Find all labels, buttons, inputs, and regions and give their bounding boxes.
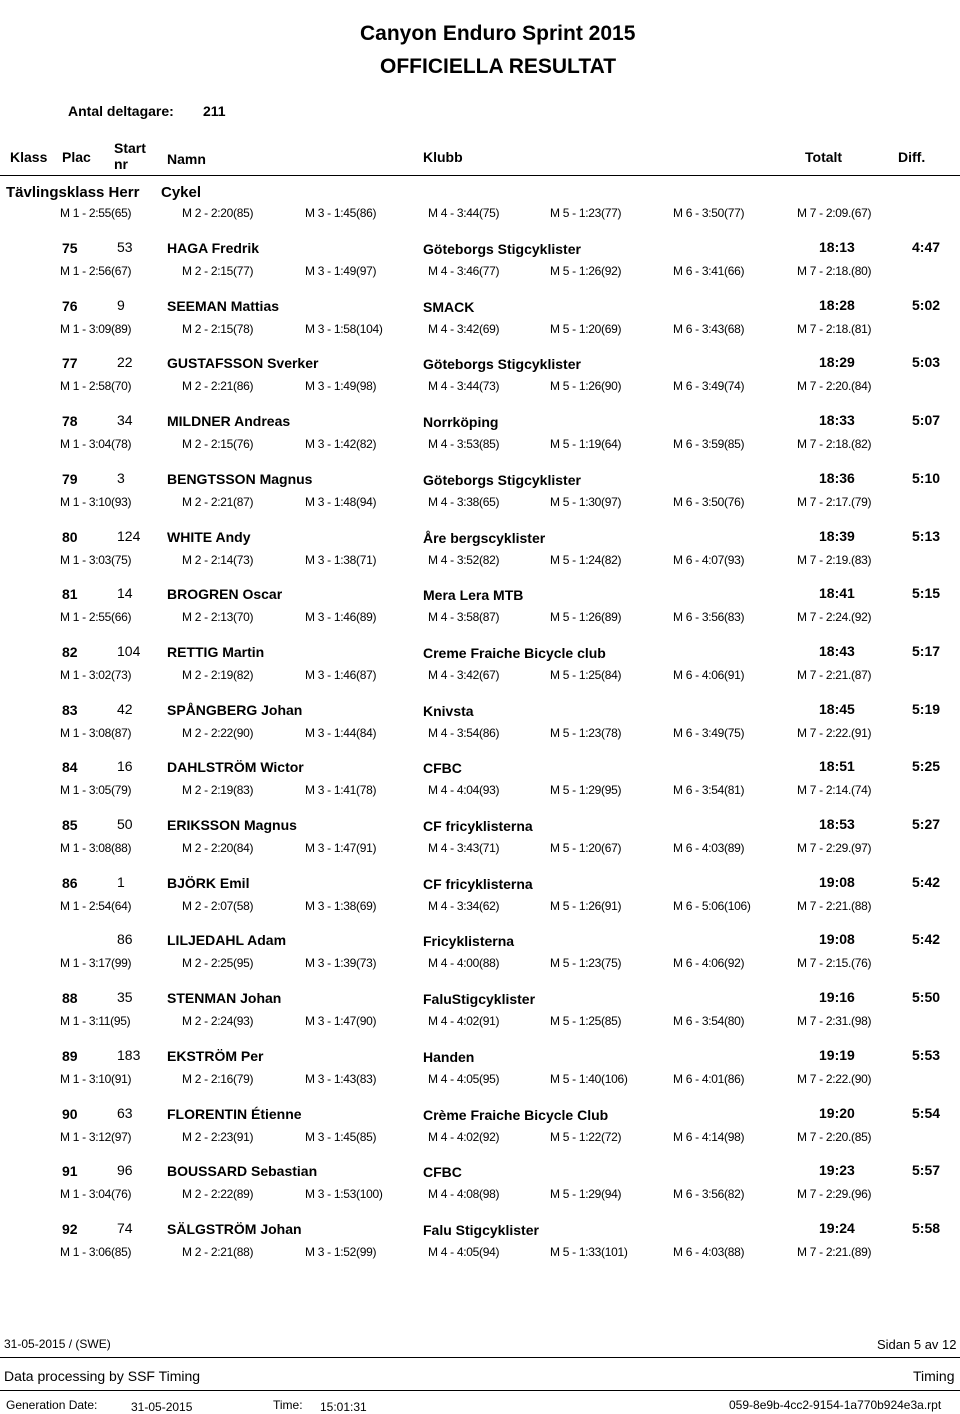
split-time: M 2 - 2:20(85) [182,206,254,220]
split-time: M 2 - 2:22(90) [182,725,254,740]
rider-name: GUSTAFSSON Sverker [167,355,319,372]
split-time: M 2 - 2:13(70) [182,610,254,625]
report-title: Canyon Enduro Sprint 2015 [360,22,636,45]
split-time: M 1 - 3:12(97) [60,1129,132,1144]
split-time: M 4 - 3:38(65) [428,494,500,509]
split-time: M 3 - 1:38(71) [305,552,377,567]
total-time: 19:24 [819,1219,855,1236]
start-number: 1 [117,873,125,890]
split-time: M 2 - 2:15(76) [182,437,254,452]
col-start-nr: nr [114,156,128,172]
split-time: M 1 - 3:10(91) [60,1071,132,1086]
split-time: M 1 - 3:08(88) [60,841,132,855]
rider-name: LILJEDAHL Adam [167,932,287,949]
split-time: M 5 - 1:30(97) [550,494,622,509]
rider-name: BJÖRK Emil [167,874,250,891]
split-time: M 7 - 2:15.(76) [797,956,872,971]
total-time: 18:13 [819,239,855,255]
time-diff: 5:42 [912,931,941,948]
split-time: M 7 - 2:17.(79) [797,494,872,509]
placement: 90 [62,1105,78,1122]
split-time: M 6 - 3:50(77) [673,206,745,220]
footer-timing: Timing [913,1368,955,1384]
total-time: 19:20 [819,1104,855,1121]
split-time: M 2 - 2:25(95) [182,956,254,971]
split-time: M 6 - 3:49(74) [673,379,745,394]
placement: 77 [62,355,78,372]
club-name: FaluStigcyklister [423,991,536,1008]
split-time: M 4 - 4:02(91) [428,1014,500,1029]
split-time: M 7 - 2:29.(97) [797,841,872,855]
split-time: M 3 - 1:49(98) [305,379,377,394]
split-time: M 5 - 1:25(85) [550,1014,622,1029]
split-time: M 4 - 3:46(77) [428,264,500,278]
split-time: M 7 - 2:20.(84) [797,379,872,394]
split-time: M 5 - 1:19(64) [550,437,622,452]
total-time: 18:45 [819,700,855,717]
placement: 78 [62,413,78,430]
start-number: 50 [117,816,133,832]
footer-generation-label: Generation Date: [6,1398,98,1412]
split-time: M 5 - 1:26(89) [550,610,622,625]
split-time: M 1 - 3:09(89) [60,321,132,336]
time-diff: 5:53 [912,1046,941,1063]
time-diff: 5:57 [912,1162,941,1179]
rider-name: BENGTSSON Magnus [167,470,313,487]
total-time: 18:29 [819,354,855,371]
club-name: Göteborgs Stigcyklister [423,241,581,257]
split-time: M 1 - 3:02(73) [60,667,132,682]
split-time: M 1 - 3:10(93) [60,494,132,509]
footer-generation-date: 31-05-2015 [131,1400,193,1414]
footer-divider-bottom [0,1390,960,1391]
footer-data-processing: Data processing by SSF Timing [4,1368,201,1384]
participants-value: 211 [203,103,226,119]
footer-report-file: 059-8e9b-4cc2-9154-1a770b924e3a.rpt [729,1398,942,1412]
time-diff: 5:54 [912,1104,941,1121]
split-time: M 1 - 3:04(78) [60,437,132,452]
split-time: M 5 - 1:33(101) [550,1244,628,1259]
rider-name: SÄLGSTRÖM Johan [167,1220,302,1237]
club-name: CFBC [423,1164,462,1181]
split-time: M 2 - 2:21(88) [182,1244,254,1259]
split-time: M 3 - 1:49(97) [305,264,377,278]
split-time: M 2 - 2:07(58) [182,898,254,913]
split-time: M 3 - 1:38(69) [305,898,377,913]
split-time: M 7 - 2:14.(74) [797,783,872,798]
club-name: Mera Lera MTB [423,587,524,604]
time-diff: 5:25 [912,758,941,775]
category-cykel: Cykel [161,184,202,201]
start-number: 104 [117,642,141,659]
split-time: M 2 - 2:14(73) [182,552,254,567]
placement: 92 [62,1220,78,1237]
club-name: Crème Fraiche Bicycle Club [423,1106,609,1123]
split-time: M 3 - 1:47(91) [305,841,377,855]
split-time: M 7 - 2:09.(67) [797,206,872,220]
split-time: M 6 - 3:56(82) [673,1187,745,1202]
placement: 85 [62,817,78,833]
start-number: 74 [117,1219,133,1236]
split-time: M 6 - 3:54(80) [673,1014,745,1029]
split-time: M 3 - 1:48(94) [305,494,377,509]
club-name: Knivsta [423,702,474,719]
total-time: 18:51 [819,758,855,775]
split-time: M 3 - 1:45(85) [305,1129,377,1144]
split-time: M 2 - 2:23(91) [182,1129,254,1144]
split-time: M 5 - 1:29(94) [550,1187,622,1202]
split-time: M 6 - 5:06(106) [673,898,751,913]
split-time: M 1 - 2:55(66) [60,610,132,625]
split-time: M 3 - 1:43(83) [305,1071,377,1086]
start-number: 9 [117,296,125,313]
split-time: M 6 - 3:41(66) [673,264,745,278]
split-time: M 3 - 1:58(104) [305,321,383,336]
split-time: M 5 - 1:23(78) [550,725,622,740]
split-time: M 1 - 3:08(87) [60,725,132,740]
split-time: M 5 - 1:23(75) [550,956,622,971]
time-diff: 5:50 [912,989,941,1006]
club-name: Norrköping [423,414,499,431]
start-number: 16 [117,758,133,775]
split-time: M 2 - 2:15(77) [182,264,254,278]
col-klubb: Klubb [423,149,463,165]
split-time: M 3 - 1:53(100) [305,1187,383,1202]
split-time: M 6 - 3:49(75) [673,725,745,740]
total-time: 18:36 [819,469,855,486]
split-time: M 6 - 4:06(92) [673,956,745,971]
placement: 76 [62,297,78,314]
start-number: 42 [117,700,133,717]
rider-name: FLORENTIN Étienne [167,1105,302,1122]
placement: 75 [62,240,78,256]
split-time: M 4 - 3:58(87) [428,610,500,625]
club-name: Falu Stigcyklister [423,1221,539,1238]
split-time: M 3 - 1:52(99) [305,1244,377,1259]
col-plac: Plac [62,149,91,165]
split-time: M 5 - 1:40(106) [550,1071,628,1086]
placement: 91 [62,1163,78,1180]
split-time: M 2 - 2:19(82) [182,667,254,682]
header-divider [0,175,960,176]
split-time: M 7 - 2:31.(98) [797,1014,872,1029]
split-time: M 7 - 2:24.(92) [797,610,872,625]
footer-date-region: 31-05-2015 / (SWE) [4,1337,111,1351]
rider-name: SEEMAN Mattias [167,297,280,314]
total-time: 18:41 [819,585,855,602]
rider-name: BOUSSARD Sebastian [167,1163,318,1180]
split-time: M 3 - 1:42(82) [305,437,377,452]
time-diff: 5:07 [912,412,941,429]
split-time: M 1 - 3:17(99) [60,956,132,971]
split-time: M 2 - 2:16(79) [182,1071,254,1086]
split-time: M 7 - 2:19.(83) [797,552,872,567]
split-time: M 4 - 3:54(86) [428,725,500,740]
col-klass: Klass [10,149,48,165]
rider-name: ERIKSSON Magnus [167,817,297,833]
club-name: Åre bergscyklister [423,529,546,546]
split-time: M 1 - 3:06(85) [60,1244,132,1259]
club-name: Göteborgs Stigcyklister [423,471,581,488]
split-time: M 6 - 4:01(86) [673,1071,745,1086]
col-start: Start [114,140,146,156]
total-time: 19:19 [819,1046,855,1063]
time-diff: 5:58 [912,1219,941,1236]
time-diff: 5:19 [912,700,941,717]
split-time: M 7 - 2:18.(82) [797,437,872,452]
split-time: M 1 - 2:56(67) [60,264,132,278]
split-time: M 2 - 2:21(86) [182,379,254,394]
time-diff: 5:02 [912,296,941,313]
footer-divider-top [0,1357,960,1358]
split-time: M 6 - 3:59(85) [673,437,745,452]
split-time: M 4 - 3:52(82) [428,552,500,567]
category-label: Tävlingsklass Herr [6,184,140,201]
time-diff: 4:47 [912,239,941,255]
split-time: M 2 - 2:15(78) [182,321,254,336]
split-time: M 6 - 3:50(76) [673,494,745,509]
split-time: M 4 - 4:02(92) [428,1129,500,1144]
split-time: M 6 - 3:43(68) [673,321,745,336]
split-time: M 6 - 4:14(98) [673,1129,745,1144]
time-diff: 5:15 [912,585,941,602]
total-time: 18:33 [819,412,855,429]
start-number: 63 [117,1104,133,1121]
total-time: 19:08 [819,873,855,890]
club-name: Fricyklisterna [423,933,515,950]
split-time: M 4 - 4:05(94) [428,1244,500,1259]
split-time: M 5 - 1:22(72) [550,1129,622,1144]
split-time: M 3 - 1:46(87) [305,667,377,682]
split-time: M 5 - 1:26(90) [550,379,622,394]
split-time: M 7 - 2:21.(89) [797,1244,872,1259]
start-number: 53 [117,239,133,255]
rider-name: SPÅNGBERG Johan [167,701,303,718]
split-time: M 7 - 2:22.(90) [797,1071,872,1086]
time-diff: 5:13 [912,527,941,544]
split-time: M 5 - 1:23(77) [550,206,622,220]
split-time: M 5 - 1:29(95) [550,783,622,798]
split-time: M 4 - 3:34(62) [428,898,500,913]
split-time: M 5 - 1:26(91) [550,898,622,913]
total-time: 19:23 [819,1162,855,1179]
rider-name: WHITE Andy [167,528,251,545]
rider-name: EKSTRÖM Per [167,1047,264,1064]
club-name: CFBC [423,760,462,777]
start-number: 34 [117,412,133,429]
split-time: M 2 - 2:21(87) [182,494,254,509]
total-time: 18:43 [819,642,855,659]
split-time: M 4 - 3:42(69) [428,321,500,336]
rider-name: RETTIG Martin [167,643,265,660]
split-time: M 5 - 1:20(69) [550,321,622,336]
split-time: M 7 - 2:22.(91) [797,725,872,740]
placement: 86 [62,874,78,891]
club-name: CF fricyklisterna [423,818,533,834]
split-time: M 5 - 1:25(84) [550,667,622,682]
split-time: M 5 - 1:26(92) [550,264,622,278]
start-number: 96 [117,1162,133,1179]
split-time: M 4 - 4:08(98) [428,1187,500,1202]
split-time: M 4 - 4:05(95) [428,1071,500,1086]
total-time: 18:39 [819,527,855,544]
split-time: M 3 - 1:46(89) [305,610,377,625]
split-time: M 7 - 2:21.(88) [797,898,872,913]
club-name: Creme Fraiche Bicycle club [423,644,606,661]
rider-name: MILDNER Andreas [167,413,291,430]
split-time: M 1 - 2:54(64) [60,898,132,913]
club-name: Göteborgs Stigcyklister [423,356,581,373]
placement: 79 [62,470,78,487]
total-time: 19:08 [819,931,855,948]
split-time: M 1 - 3:11(95) [60,1014,131,1029]
split-time: M 7 - 2:20.(85) [797,1129,872,1144]
time-diff: 5:27 [912,816,941,832]
placement: 88 [62,990,78,1007]
report-subtitle: OFFICIELLA RESULTAT [380,55,617,78]
placement: 81 [62,586,78,603]
split-time: M 5 - 1:20(67) [550,841,622,855]
split-time: M 6 - 3:56(83) [673,610,745,625]
split-time: M 3 - 1:45(86) [305,206,377,220]
split-time: M 2 - 2:22(89) [182,1187,254,1202]
start-number: 124 [117,527,141,544]
time-diff: 5:10 [912,469,941,486]
start-number: 86 [117,931,133,948]
total-time: 18:53 [819,816,855,832]
split-time: M 3 - 1:39(73) [305,956,377,971]
placement: 83 [62,701,78,718]
split-time: M 2 - 2:19(83) [182,783,254,798]
split-time: M 4 - 3:44(75) [428,206,500,220]
split-time: M 4 - 4:00(88) [428,956,500,971]
col-namn: Namn [167,151,206,167]
start-number: 22 [117,354,133,371]
split-time: M 4 - 3:42(67) [428,667,500,682]
placement: 80 [62,528,78,545]
split-time: M 7 - 2:18.(80) [797,264,872,278]
split-time: M 6 - 4:03(89) [673,841,745,855]
club-name: SMACK [423,298,475,315]
split-time: M 4 - 4:04(93) [428,783,500,798]
start-number: 183 [117,1046,141,1063]
rider-name: DAHLSTRÖM Wictor [167,759,304,776]
split-time: M 6 - 4:07(93) [673,552,745,567]
split-time: M 1 - 3:04(76) [60,1187,132,1202]
split-time: M 2 - 2:20(84) [182,841,254,855]
split-time: M 1 - 2:55(65) [60,206,132,220]
rider-name: HAGA Fredrik [167,240,260,256]
placement: 84 [62,759,78,776]
split-time: M 2 - 2:24(93) [182,1014,254,1029]
split-time: M 3 - 1:44(84) [305,725,377,740]
rider-name: STENMAN Johan [167,990,282,1007]
club-name: CF fricyklisterna [423,875,533,892]
placement: 82 [62,643,78,660]
split-time: M 4 - 3:43(71) [428,841,500,855]
split-time: M 4 - 3:53(85) [428,437,500,452]
start-number: 14 [117,585,133,602]
club-name: Handen [423,1048,475,1065]
split-time: M 3 - 1:47(90) [305,1014,377,1029]
start-number: 35 [117,989,133,1006]
start-number: 3 [117,469,125,486]
split-time: M 1 - 3:03(75) [60,552,132,567]
split-time: M 1 - 3:05(79) [60,783,132,798]
col-diff: Diff. [898,149,926,165]
footer-time-value: 15:01:31 [320,1400,367,1414]
split-time: M 4 - 3:44(73) [428,379,500,394]
footer-page: Sidan 5 av 12 [877,1337,957,1352]
rider-name: BROGREN Oscar [167,586,283,603]
total-time: 18:28 [819,296,855,313]
participants-label: Antal deltagare: [68,103,174,119]
time-diff: 5:17 [912,642,941,659]
footer-time-label: Time: [273,1398,303,1412]
total-time: 19:16 [819,989,855,1006]
split-time: M 5 - 1:24(82) [550,552,622,567]
split-time: M 3 - 1:41(78) [305,783,377,798]
split-time: M 6 - 3:54(81) [673,783,745,798]
time-diff: 5:03 [912,354,941,371]
split-time: M 1 - 2:58(70) [60,379,132,394]
time-diff: 5:42 [912,873,941,890]
col-totalt: Totalt [805,149,843,165]
split-time: M 6 - 4:06(91) [673,667,745,682]
split-time: M 7 - 2:18.(81) [797,321,872,336]
split-time: M 6 - 4:03(88) [673,1244,745,1259]
split-time: M 7 - 2:29.(96) [797,1187,872,1202]
placement: 89 [62,1047,78,1064]
split-time: M 7 - 2:21.(87) [797,667,872,682]
